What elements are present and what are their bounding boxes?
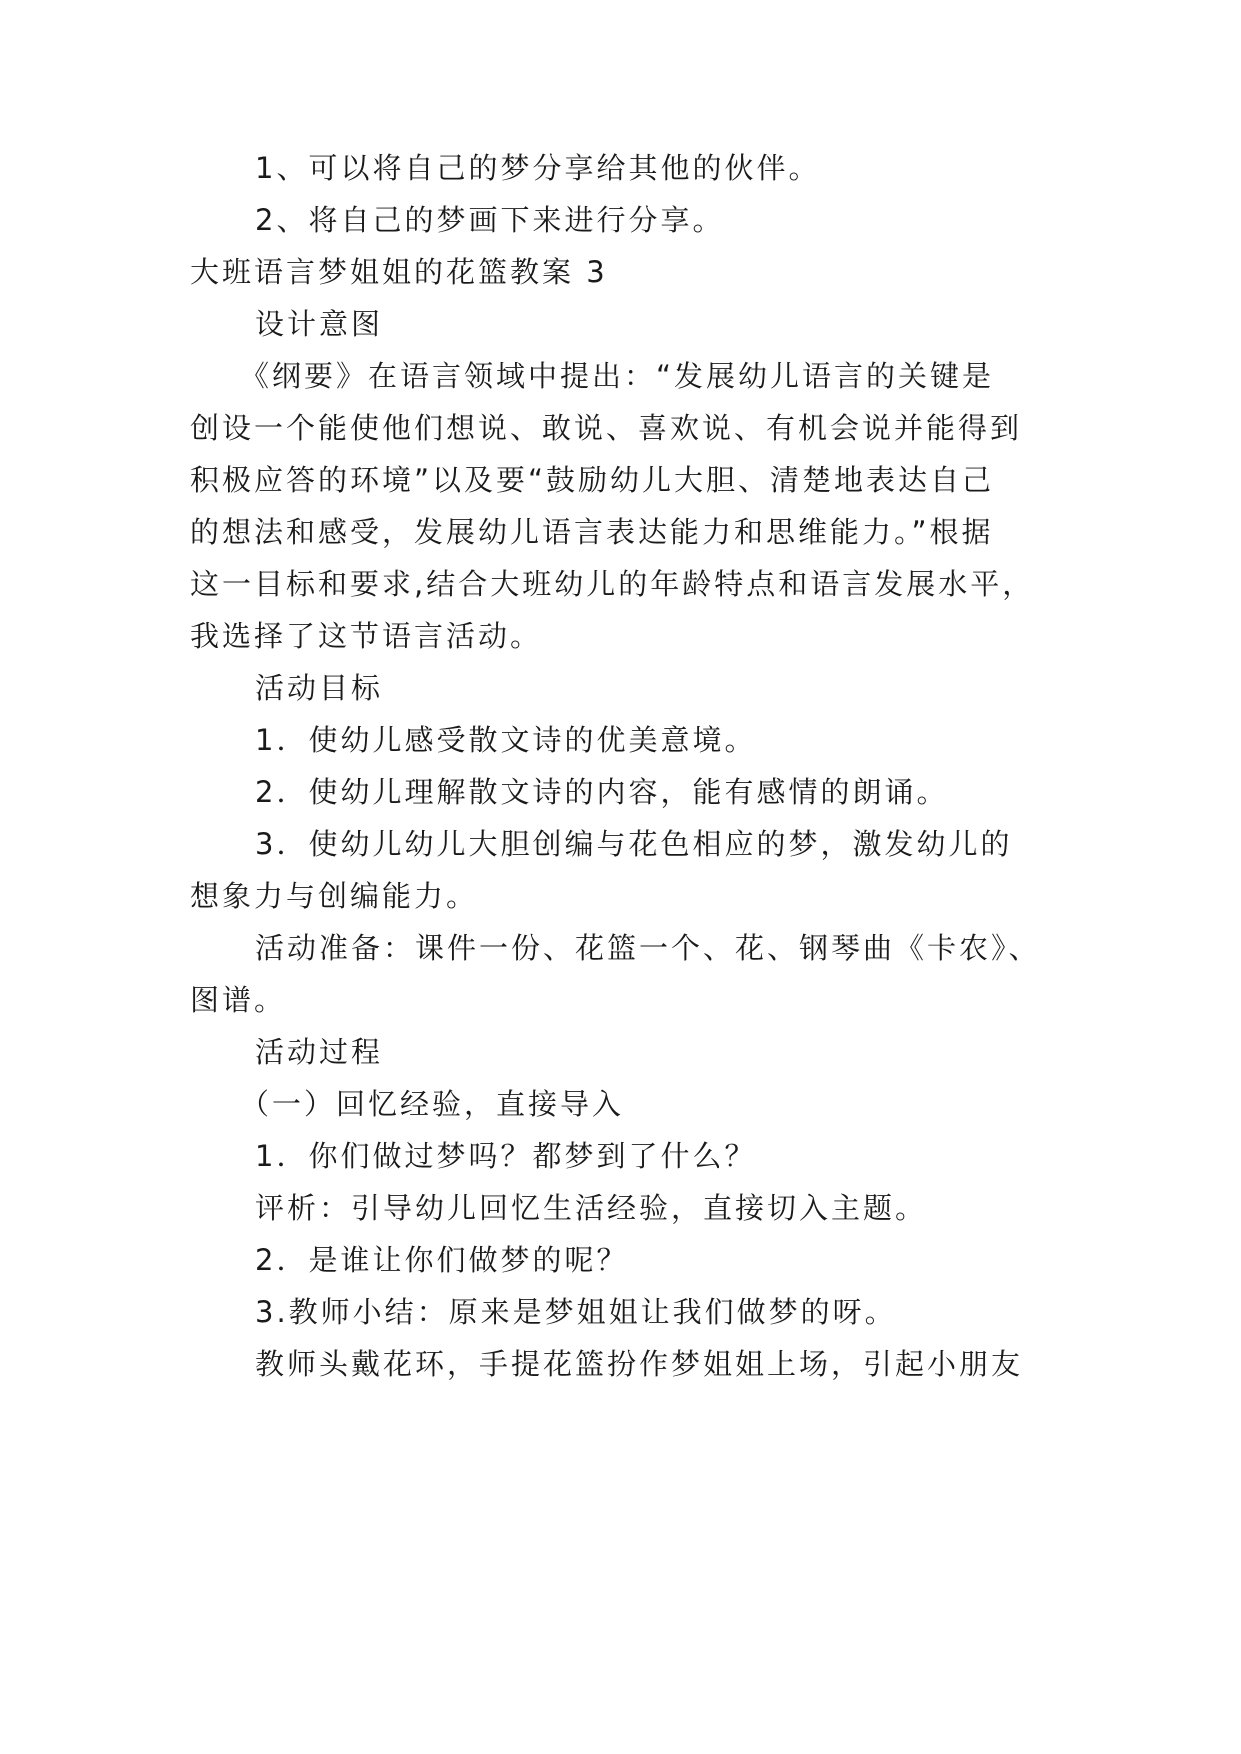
goal-item: 2．使幼儿理解散文诗的内容，能有感情的朗诵。 <box>255 775 949 809</box>
text-line: 2、将自己的梦画下来进行分享。 <box>255 203 725 237</box>
section-heading: 大班语言梦姐姐的花篮教案 3 <box>190 255 608 289</box>
process-step-heading: （一）回忆经验，直接导入 <box>240 1087 625 1121</box>
subheading-design-intent: 设计意图 <box>255 307 384 341</box>
paragraph-line: 教师头戴花环，手提花篮扮作梦姐姐上场，引起小朋友 <box>255 1347 1024 1381</box>
activity-preparation: 活动准备：课件一份、花篮一个、花、钢琴曲《卡农》、 <box>255 931 1041 965</box>
paragraph-line: 创设一个能使他们想说、敢说、喜欢说、有机会说并能得到 <box>190 411 1023 445</box>
process-item: 3.教师小结：原来是梦姐姐让我们做梦的呀。 <box>255 1295 897 1329</box>
goal-item: 3．使幼儿幼儿大胆创编与花色相应的梦，激发幼儿的 <box>255 827 1013 861</box>
activity-preparation-continued: 图谱。 <box>190 983 287 1017</box>
paragraph-line: 这一目标和要求,结合大班幼儿的年龄特点和语言发展水平， <box>190 567 1035 601</box>
subheading-activity-goals: 活动目标 <box>255 671 384 705</box>
commentary: 评析：引导幼儿回忆生活经验，直接切入主题。 <box>255 1191 928 1225</box>
paragraph-line: 的想法和感受，发展幼儿语言表达能力和思维能力。”根据 <box>190 515 994 549</box>
goal-item-continued: 想象力与创编能力。 <box>190 879 479 913</box>
goal-item: 1．使幼儿感受散文诗的优美意境。 <box>255 723 757 757</box>
paragraph-line: 我选择了这节语言活动。 <box>190 619 543 653</box>
paragraph-line: 《纲要》在语言领域中提出：“发展幼儿语言的关键是 <box>240 359 995 393</box>
paragraph-line: 积极应答的环境”以及要“鼓励幼儿大胆、清楚地表达自己 <box>190 463 995 497</box>
process-item: 1．你们做过梦吗？都梦到了什么？ <box>255 1139 757 1173</box>
text-line: 1、可以将自己的梦分享给其他的伙伴。 <box>255 151 821 185</box>
process-item: 2．是谁让你们做梦的呢？ <box>255 1243 629 1277</box>
subheading-activity-process: 活动过程 <box>255 1035 384 1069</box>
